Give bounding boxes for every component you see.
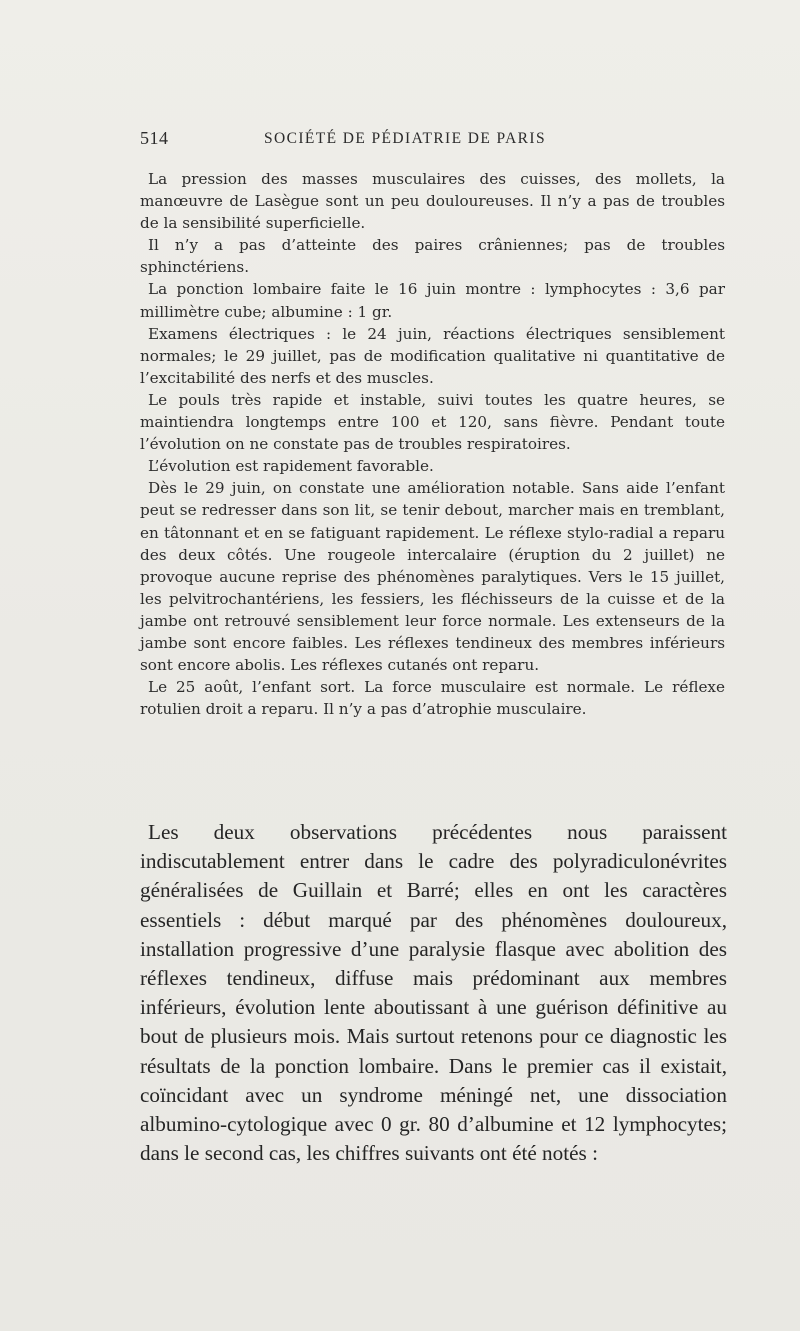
paragraph-pulse: Le pouls très rapide et instable, suivi toutes les quatre heures, se maintiendra longtemps entre 100 et 120, sans fièvre. Pendant toute l’évolution on ne constate pas de troubles respiratoires. (140, 390, 725, 454)
observation-text (140, 168, 725, 720)
paragraph-discussion: Les deux observations précédentes nous paraissent indiscutablement entrer dans le cadre des polyradiculonévrites généralisées de Guillain et Barré; elles en ont les caractères essentiels : début marqué par des phénomènes douloureux, installation progressive d’une paralysie flasque avec abolition des réflexes tendineux, diffuse mais prédominant aux membres inférieurs, évolution lente aboutissant à une guérison définitive au bout de plusieurs mois. Mais surtout retenons pour ce diagnostic les résultats de la ponction lombaire. Dans le premier cas il existait, coïncidant avec un syndrome méningé net, une dissociation albumino-cytologique avec 0 gr. 80 d’albumine et 12 lymphocytes; dans le second cas, les chiffres suivants ont été notés : (140, 820, 727, 1166)
paragraph-muscle-pressure: La pression des masses musculaires des cuisses, des mollets, la manœuvre de Lasègue sont un peu douloureuses. Il n’y a pas de troubles de la sensibilité superficielle. (140, 170, 725, 233)
discussion-text (140, 818, 727, 1168)
page-header (140, 128, 728, 150)
paragraph-electrical-exams: Examens électriques : le 24 juin, réactions électriques sensiblement normales; le 29 juillet, pas de modification qualitative ni quantitative de l’excitabilité des nerfs et des muscles. (140, 324, 725, 387)
paragraph-improvement: Dès le 29 juin, on constate une amélioration notable. Sans aide l’enfant peut se redresser dans son lit, se tenir debout, marcher mais en tremblant, en tâtonnant et en se fatiguant rapidement. Le réflexe stylo-radial a reparu des deux côtés. Une rougeole intercalaire (éruption du 2 juillet) ne provoque aucune reprise des phénomènes paralytiques. Vers le 15 juillet, les pelvitrochantériens, les fessiers, les fléchisseurs de la cuisse et de la jambe ont retrouvé sensiblement leur force normale. Les extenseurs de la jambe sont encore faibles. Les réflexes tendineux des membres inférieurs sont encore abolis. Les réflexes cutanés ont reparu. (140, 479, 725, 675)
paragraph-evolution: L’évolution est rapidement favorable. (148, 457, 434, 476)
page-number: 514 (140, 128, 169, 148)
paragraph-lumbar-puncture: La ponction lombaire faite le 16 juin montre : lymphocytes : 3,6 par millimètre cube; albumine : 1 gr. (140, 280, 725, 321)
paragraph-cranial-nerves: Il n’y a pas d’atteinte des paires crâniennes; pas de troubles sphinctériens. (140, 236, 725, 277)
paragraph-discharge: Le 25 août, l’enfant sort. La force musculaire est normale. Le réflexe rotulien droit a reparu. Il n’y a pas d’atrophie musculaire. (140, 678, 725, 719)
running-title: SOCIÉTÉ DE PÉDIATRIE DE PARIS (264, 130, 547, 147)
